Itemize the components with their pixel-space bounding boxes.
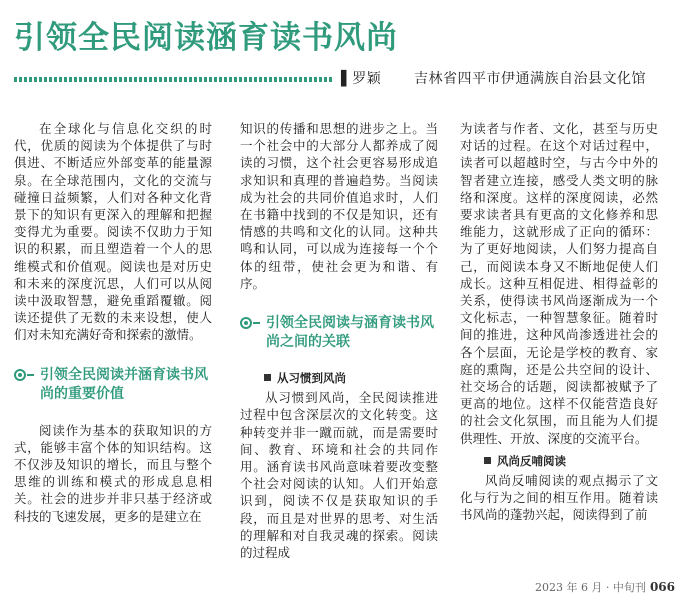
author-bar <box>14 68 675 92</box>
subsection-heading-text: 风尚反哺阅读 <box>497 453 566 468</box>
section-heading-text: 引领全民阅读与涵育读书风尚之间的关联 <box>266 315 434 351</box>
paragraph: 知识的传播和思想的进步之上。当一个社会中的大部分人都养成了阅读的习惯，这个社会更容易形成追求知识和真理的普遍趋势。当阅读成为社会的共同价值追求时，人们在书籍中找到的不仅是知识，还有情感的共鸣和文化的认同。这种共鸣和认同，可以成为连接每一个个体的纽带，使社会更为和谐、有序。 <box>240 121 438 291</box>
author-name <box>341 68 381 88</box>
column-1 <box>14 120 212 525</box>
section-heading <box>240 314 438 352</box>
square-bullet-icon <box>264 374 271 381</box>
decorative-rule <box>14 77 334 82</box>
paragraph: 为读者与作者、文化，甚至与历史对话的过程。在这个对话过程中，读者可以超越时空，与古今中外的智者建立连接，感受人类文明的脉络和深度。这样的深度阅读，必然要求读者具有更高的文化修养和思维能力，这就形成了正向的循环：为了更好地阅读，人们努力提高自己，而阅读本身又不断地促使人们成长。这种互相促进、相得益彰的关系，使得读书风尚逐渐成为一个文化标志，一种智慧象征。随着时间的推进，这种风尚渗透进社会的各个层面，无论是学校的教育、家庭的熏陶，还是公共空间的设计、社交场合的话题，阅读都被赋予了更高的地位。这样不仅能营造良好的社会文化氛围，而且能为人们提供理性、开放、深度的交流平台。 <box>460 121 658 446</box>
subsection-heading <box>240 370 438 387</box>
paragraph: 阅读作为基本的获取知识的方式，能够丰富个体的知识结构。这不仅涉及知识的增长，而且与整个思维的训练和模式的形成息息相关。社会的进步并非只基于经济或科技的飞速发展，更多的是建立在 <box>14 422 212 524</box>
page-number: 066 <box>649 580 675 594</box>
subsection-heading <box>460 453 658 470</box>
author-name-text: 罗颖 <box>352 71 382 87</box>
subsection-heading-text: 从习惯到风尚 <box>277 371 346 386</box>
section-bullet-tail <box>27 374 34 376</box>
author-bullet: ▌ <box>341 71 353 87</box>
author-affiliation: 吉林省四平市伊通满族自治县文化馆 <box>414 71 646 87</box>
section-bullet-tail <box>253 322 260 324</box>
article-title: 引领全民阅读涵育读书风尚 <box>14 20 398 56</box>
paragraph: 在全球化与信息化交织的时代，优质的阅读为个体提供了与时俱进、不断适应外部变革的能量源泉。在全球范围内，文化的交流与碰撞日益频繁，人们对各种文化背景下的知识有更深入的理解和把握变得尤为重要。阅读不仅助力于知识的积累，而且塑造着一个人的思维模式和价值观。阅读也是对历史和未来的深度沉思，人们可以从阅读中汲取智慧，避免重蹈覆辙。阅读还提供了无数的未来设想，使人们对未知充满好奇和探索的激情。 <box>14 121 212 343</box>
page-footer <box>535 579 675 595</box>
section-bullet-icon <box>14 369 26 381</box>
square-bullet-icon <box>484 457 491 464</box>
paragraph: 风尚反哺阅读的观点揭示了文化与行为之间的相互作用。随着读书风尚的蓬勃兴起，阅读得到了前 <box>460 473 658 523</box>
issue-info: 2023 年 6 月 · 中旬刊 <box>534 581 646 594</box>
section-heading <box>14 366 212 404</box>
section-heading-text: 引领全民阅读并涵育读书风尚的重要价值 <box>40 366 208 402</box>
paragraph: 从习惯到风尚，全民阅读推进过程中包含深层次的文化转变。这种转变并非一蹴而就，而是需要时间、教育、环境和社会的共同作用。涵育读书风尚意味着要改变整个社会对阅读的认知。人们开始意识到，阅读不仅是获取知识的手段，而且是对世界的思考、对生活的理解和对自我灵魂的探索。阅读的过程成 <box>240 390 438 561</box>
column-3 <box>460 120 658 524</box>
section-bullet-icon <box>240 317 252 329</box>
column-2 <box>240 120 438 561</box>
